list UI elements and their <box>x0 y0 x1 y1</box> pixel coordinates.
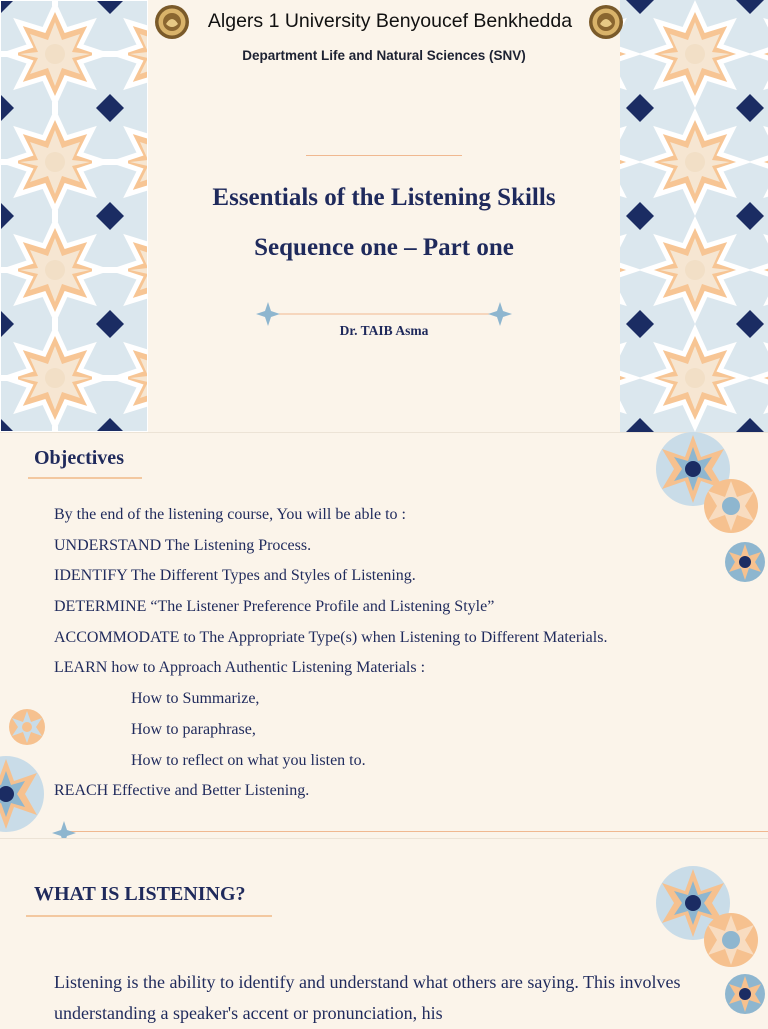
heading-underline <box>28 477 142 479</box>
right-geometric-pattern <box>620 0 768 432</box>
university-seal-logo <box>154 4 190 40</box>
objectives-heading: Objectives <box>34 447 124 469</box>
left-geometric-pattern <box>0 0 148 432</box>
divider-line <box>306 155 462 156</box>
list-item: How to reflect on what you listen to. <box>131 751 366 769</box>
list-item: ACCOMMODATE to The Appropriate Type(s) when Listening to Different Materials. <box>54 628 608 646</box>
heading-underline <box>26 915 272 917</box>
definition-slide <box>0 838 768 1025</box>
list-item: DETERMINE “The Listener Preference Profile and Listening Style” <box>54 598 495 616</box>
list-item: IDENTIFY The Different Types and Styles of Listening. <box>54 567 416 585</box>
list-item: UNDERSTAND The Listening Process. <box>54 536 312 554</box>
presentation-subtitle: Sequence one – Part one <box>254 234 514 261</box>
list-item: REACH Effective and Better Listening. <box>54 782 310 800</box>
list-item: By the end of the listening course, You will be able to : <box>54 506 406 523</box>
presentation-title: Essentials of the Listening Skills <box>212 184 556 211</box>
rosette-ornament <box>724 973 766 1015</box>
rosette-ornament <box>702 911 760 969</box>
title-panel <box>148 0 620 432</box>
list-item: How to paraphrase, <box>131 720 256 738</box>
rosette-ornament <box>702 477 760 535</box>
definition-paragraph: Listening is the ability to identify and understand what others are saying. This involves understanding a speaker's accent or pronunciation, his <box>54 972 681 1023</box>
list-item: How to Summarize, <box>131 690 260 708</box>
list-item: LEARN how to Approach Authentic Listening Materials : <box>54 659 426 677</box>
rosette-ornament <box>0 751 46 837</box>
rosette-ornament <box>724 541 766 583</box>
university-seal-logo <box>588 4 624 40</box>
department-name: Department Life and Natural Sciences (SNV) <box>242 48 526 63</box>
objectives-slide <box>0 432 768 839</box>
divider-line <box>58 831 768 832</box>
objectives-list <box>54 500 754 807</box>
what-is-listening-heading: WHAT IS LISTENING? <box>34 883 246 905</box>
university-header <box>152 2 618 42</box>
title-slide <box>0 0 768 432</box>
rosette-ornament <box>8 708 46 746</box>
author-name: Dr. TAIB Asma <box>339 323 429 338</box>
university-name: Algers 1 University Benyoucef Benkhedda <box>207 10 573 32</box>
